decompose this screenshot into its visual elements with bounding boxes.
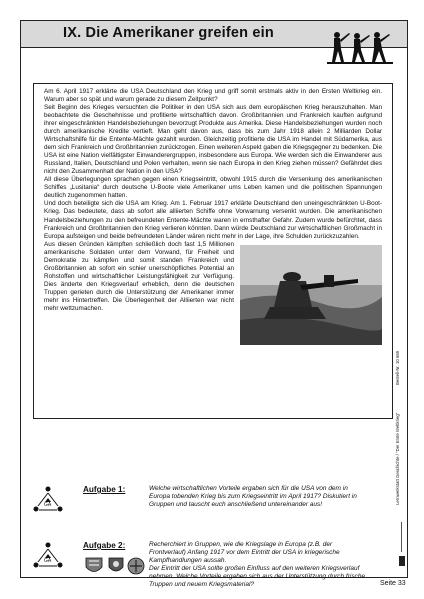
task-2-text: Recherchiert in Gruppen, wie die Kriegslage in Europa (z.B. der Frontverlauf) Anfang 1917 vor dem Eintritt der USA in kriegerische Kampfhandlungen aussah. Der Eintritt der USA sollte großen Einfluss auf den weiteren Kriegsverlauf nehmen. Welche Vorteile ergaben sich aus der Unterstützung durch frische Truppen und neuem Kriegsmaterial? [149,541,366,588]
side-credit-title: Lernwerkstatt Geschichte / "Der Erste Weltkrieg" [395,412,400,505]
svg-text:GA: GA [44,502,52,508]
main-text-box [33,83,393,419]
page-number: Seite 33 [380,580,406,587]
group-work-icon [31,485,65,515]
task-1-text: Welche wirtschaftlichen Vorteile ergaben sich für die USA von dem in Europa tobenden Krieg bis zum Kriegseintritt im April 1917? Diskutiert in Gruppen und tauscht euch anschließend untereinander aus! [149,485,357,508]
national-emblems-icon [83,555,151,577]
side-credit-order: Bestell-Nr. 10 669 [395,350,400,385]
group-work-icon [31,541,65,571]
task-1 [31,485,401,541]
intro-paragraph: Am 6. April 1917 erklärte die USA Deutschland den Krieg und griff somit erstmals aktiv in den Ersten Weltkrieg ein. Warum aber so spät und warum gerade zu diesem Zeitpunkt? Seit Beginn des Krieges versuchten die Politiker in den USA sich aus dem europäischen Krieg herauszuhalten. Man beobachtete die Geschehnisse und profitierte wirtschaftlich davon. Großbritannien und Frankreich kauften aufgrund ihrer eingeschränkten Handelsbeziehungen bevorzugt Produkte aus Amerika. Diese Handelsbeziehungen wurden noch durch amerikanische Kredite vertieft. Man geht davon aus, dass bis zum Jahr 1918 allein 2 Milliarden Dollar Wirtschaftshilfe für die Entente-Mächte gezahlt wurden. Gleichzeitig profitierte die USA im Handel mit Südamerika, aus dem sich Frankreich und Großbritannien zurückzogen. Einen weiteren Aspekt gaben die Kriegsgegner zu bedenken. Die USA ist eine Nation vielfältigster Einwanderergruppen, insbesondere aus Europa. Wie werden sich die Einwanderer aus Russland, Italien, Deutschland und Polen verhalten, wenn sie nach Europa in den Krieg ziehen müssen? Gefährdet dies nicht den Zusammenhalt der Nation in den USA? All diese Überlegungen sprachen gegen einen Kriegseintritt, obwohl 1915 durch die Versenkung des amerikanischen Schiffes „Lusitania“ durch deutsche U-Boote viele Amerikaner ums Leben kamen und die politischen Spannungen deutlich zugenommen hatten. Und doch beteiligte sich die USA am Krieg. Am 1. Februar 1917 erklärte Deutschland den uneingeschränkten U-Boot-Krieg. Das bedeutete, dass ab sofort alle alliierten Schiffe ohne Vorwarnung versenkt wurden. Die amerikanischen Handelsbeziehungen zu den befreundeten Entente-Mächte waren in ernsthafter Gefahr. Zudem wurde befürchtet, dass Frankreich und Großbritannien den Krieg verlieren könnten. Dann würde Deutschland zur wirtschaftlichen Großmacht in Europa aufsteigen und beide befreundeten Länder wären nicht mehr in der Lage, ihre Schulden zurückzuzahlen. [44,88,382,240]
publisher-logo-icon [397,520,407,576]
svg-text:GA: GA [44,558,52,564]
soldiers-silhouette-icon [327,29,393,65]
page-title: IX. Die Amerikaner greifen ein [63,25,274,41]
tasks-section [31,485,401,597]
second-paragraph: Aus diesen Gründen kämpften schließlich doch fast 1,5 Millionen amerikanische Soldaten unter dem Vorwand, für Freiheit und Demokratie zu kämpfen und somit standen Frankreich und Großbritannien ab sofort ein schier unerschöpfliches Potential an Rohstoffen und wirtschaftlicher Leistungsfähigkeit zur Verfügung. Dies änderte den Kriegsverlauf erheblich, denn die deutschen Truppen gerieten durch die Unterstützung der Amerikaner immer mehr ins Hintertreffen. Die Überlegenheit der Alliierten war nicht mehr wettzumachen. [44,240,234,312]
task-1-label: Aufgabe 1: [83,485,126,494]
soldier-machine-gun-photo [240,245,382,345]
task-2-label: Aufgabe 2: [83,541,126,550]
task-2 [31,541,401,597]
